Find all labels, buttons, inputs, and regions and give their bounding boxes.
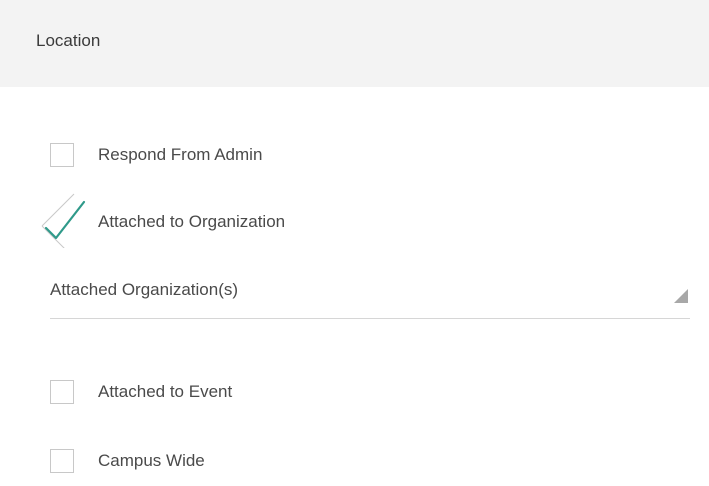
- attached-organizations-label: Attached Organization(s): [50, 280, 239, 299]
- checkbox-unchecked-icon[interactable]: [50, 380, 74, 404]
- attached-to-event-checkbox[interactable]: [50, 378, 232, 406]
- attached-to-event-label: Attached to Event: [98, 382, 233, 401]
- attached-organizations-select[interactable]: [50, 267, 690, 319]
- attached-to-organization-checkbox[interactable]: [50, 208, 285, 236]
- section-header: [0, 0, 709, 87]
- campus-wide-label: Campus Wide: [98, 451, 205, 470]
- checkmark-icon[interactable]: [36, 188, 96, 248]
- respond-from-admin-checkbox[interactable]: [50, 141, 262, 169]
- campus-wide-checkbox[interactable]: [50, 447, 205, 475]
- dropdown-triangle-icon[interactable]: [672, 287, 688, 303]
- checkbox-unchecked-icon[interactable]: [50, 449, 74, 473]
- section-title: Location: [36, 31, 101, 50]
- attached-to-organization-label: Attached to Organization: [98, 212, 286, 231]
- checkbox-unchecked-icon[interactable]: [50, 143, 74, 167]
- respond-from-admin-label: Respond From Admin: [98, 145, 263, 164]
